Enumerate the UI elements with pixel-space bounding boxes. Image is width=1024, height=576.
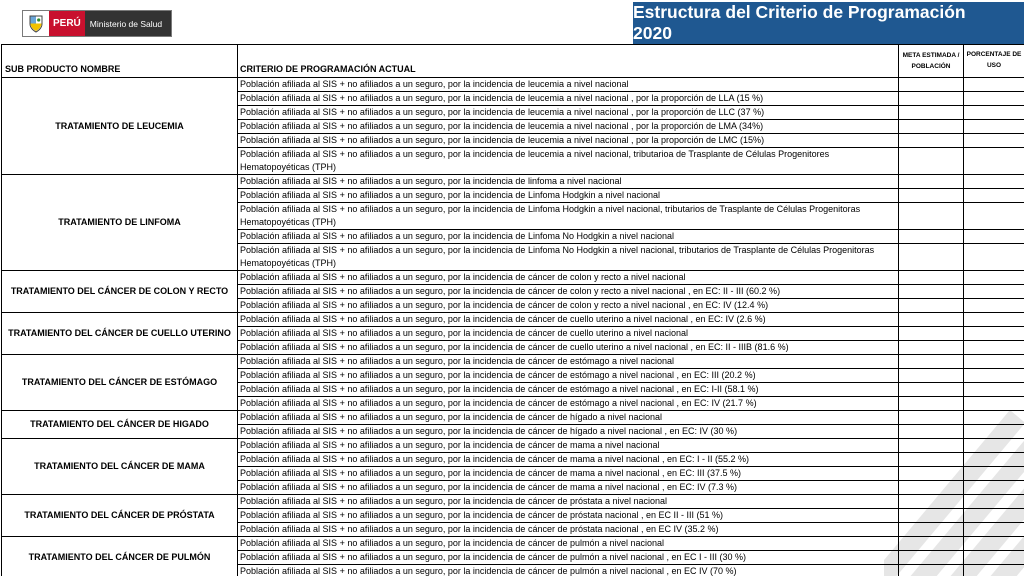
page-title: Estructura del Criterio de Programación 2020 bbox=[633, 2, 1024, 43]
porcentaje-cell bbox=[964, 299, 1024, 313]
criterio-cell: Población afiliada al SIS + no afiliados a un seguro, por la incidencia de cáncer de colon y recto a nivel nacional , en EC: II - III (60.2 %) bbox=[238, 285, 899, 299]
porcentaje-cell bbox=[964, 397, 1024, 411]
meta-cell bbox=[899, 78, 964, 92]
sub-producto-cell: TRATAMIENTO DEL CÁNCER DE COLON Y RECTO bbox=[2, 271, 238, 313]
porcentaje-cell bbox=[964, 92, 1024, 106]
meta-cell bbox=[899, 397, 964, 411]
table-body bbox=[2, 78, 1024, 576]
porcentaje-cell bbox=[964, 509, 1024, 523]
meta-cell bbox=[899, 481, 964, 495]
porcentaje-cell bbox=[964, 537, 1024, 551]
criterio-cell: Población afiliada al SIS + no afiliados a un seguro, por la incidencia de leucemia a nivel nacional , por la proporción de LMC (15%) bbox=[238, 134, 899, 148]
criterio-cell: Población afiliada al SIS + no afiliados a un seguro, por la incidencia de leucemia a nivel nacional , por la proporción de LLA (15 %) bbox=[238, 92, 899, 106]
criterio-cell: Población afiliada al SIS + no afiliados a un seguro, por la incidencia de cáncer de cuello uterino a nivel nacional , en EC: II - IIIB (81.6 %) bbox=[238, 341, 899, 355]
criterio-cell: Población afiliada al SIS + no afiliados a un seguro, por la incidencia de cáncer de estómago a nivel nacional , en EC: III (20.2 %) bbox=[238, 369, 899, 383]
meta-cell bbox=[899, 92, 964, 106]
meta-cell bbox=[899, 523, 964, 537]
porcentaje-cell bbox=[964, 203, 1024, 230]
porcentaje-cell bbox=[964, 148, 1024, 175]
criterio-cell: Población afiliada al SIS + no afiliados a un seguro, por la incidencia de linfoma a nivel nacional bbox=[238, 175, 899, 189]
criterio-cell: Población afiliada al SIS + no afiliados a un seguro, por la incidencia de cáncer de hígado a nivel nacional , en EC: IV (30 %) bbox=[238, 425, 899, 439]
porcentaje-cell bbox=[964, 134, 1024, 148]
criterio-cell: Población afiliada al SIS + no afiliados a un seguro, por la incidencia de leucemia a nivel nacional bbox=[238, 78, 899, 92]
table-header-row bbox=[2, 45, 1024, 78]
meta-cell bbox=[899, 271, 964, 285]
criterio-cell: Población afiliada al SIS + no afiliados a un seguro, por la incidencia de cáncer de pulmón a nivel nacional bbox=[238, 537, 899, 551]
porcentaje-cell bbox=[964, 230, 1024, 244]
criterio-cell: Población afiliada al SIS + no afiliados a un seguro, por la incidencia de cáncer de hígado a nivel nacional bbox=[238, 411, 899, 425]
coat-of-arms-icon bbox=[23, 11, 49, 36]
column-header-porcentaje: PORCENTAJE DE USO bbox=[964, 45, 1024, 78]
porcentaje-cell bbox=[964, 244, 1024, 271]
meta-cell bbox=[899, 467, 964, 481]
meta-cell bbox=[899, 106, 964, 120]
table-row bbox=[2, 439, 1024, 453]
criterio-cell: Población afiliada al SIS + no afiliados a un seguro, por la incidencia de cáncer de estómago a nivel nacional , en EC: IV (21.7 %) bbox=[238, 397, 899, 411]
criterio-cell: Población afiliada al SIS + no afiliados a un seguro, por la incidencia de cáncer de próstata nacional , en EC II - III (51 %) bbox=[238, 509, 899, 523]
criterio-cell: Población afiliada al SIS + no afiliados a un seguro, por la incidencia de cáncer de mama a nivel nacional , en EC: I - II (55.2 %) bbox=[238, 453, 899, 467]
sub-producto-cell: TRATAMIENTO DEL CÁNCER DE PULMÓN bbox=[2, 537, 238, 576]
meta-cell bbox=[899, 285, 964, 299]
criterio-cell: Población afiliada al SIS + no afiliados a un seguro, por la incidencia de cáncer de mama a nivel nacional , en EC: III (37.5 %) bbox=[238, 467, 899, 481]
meta-cell bbox=[899, 509, 964, 523]
criterio-cell: Población afiliada al SIS + no afiliados a un seguro, por la incidencia de Linfoma No Hodgkin a nivel nacional bbox=[238, 230, 899, 244]
meta-cell bbox=[899, 453, 964, 467]
criterio-cell: Población afiliada al SIS + no afiliados a un seguro, por la incidencia de cáncer de cuello uterino a nivel nacional , en EC: IV (2.6 %) bbox=[238, 313, 899, 327]
criterio-cell: Población afiliada al SIS + no afiliados a un seguro, por la incidencia de cáncer de próstata a nivel nacional bbox=[238, 495, 899, 509]
meta-cell bbox=[899, 425, 964, 439]
meta-cell bbox=[899, 313, 964, 327]
column-header-sub-producto: SUB PRODUCTO NOMBRE bbox=[2, 45, 238, 78]
criterio-cell: Población afiliada al SIS + no afiliados a un seguro, por la incidencia de Linfoma No Hodgkin a nivel nacional, tributarios de Trasplante de Células Progenitoras Hematopoyéticas (TPH) bbox=[238, 244, 899, 271]
column-header-criterio: CRITERIO DE PROGRAMACIÓN ACTUAL bbox=[238, 45, 899, 78]
porcentaje-cell bbox=[964, 439, 1024, 453]
meta-cell bbox=[899, 244, 964, 271]
porcentaje-cell bbox=[964, 411, 1024, 425]
porcentaje-cell bbox=[964, 271, 1024, 285]
criterio-cell: Población afiliada al SIS + no afiliados a un seguro, por la incidencia de Linfoma Hodgkin a nivel nacional, tributarios de Trasplante de Células Progenitoras Hematopoyéticas (TPH) bbox=[238, 203, 899, 230]
criterio-cell: Población afiliada al SIS + no afiliados a un seguro, por la incidencia de cáncer de estómago a nivel nacional , en EC: I-II (58.1 %) bbox=[238, 383, 899, 397]
porcentaje-cell bbox=[964, 327, 1024, 341]
porcentaje-cell bbox=[964, 453, 1024, 467]
criterio-cell: Población afiliada al SIS + no afiliados a un seguro, por la incidencia de cáncer de próstata nacional , en EC IV (35.2 %) bbox=[238, 523, 899, 537]
sub-producto-cell: TRATAMIENTO DE LEUCEMIA bbox=[2, 78, 238, 175]
meta-cell bbox=[899, 230, 964, 244]
table-row bbox=[2, 495, 1024, 509]
criteria-table bbox=[1, 44, 1024, 576]
meta-cell bbox=[899, 495, 964, 509]
table-row bbox=[2, 411, 1024, 425]
meta-cell bbox=[899, 120, 964, 134]
porcentaje-cell bbox=[964, 341, 1024, 355]
meta-cell bbox=[899, 439, 964, 453]
porcentaje-cell bbox=[964, 369, 1024, 383]
criterio-cell: Población afiliada al SIS + no afiliados a un seguro, por la incidencia de cáncer de estómago a nivel nacional bbox=[238, 355, 899, 369]
criterio-cell: Población afiliada al SIS + no afiliados a un seguro, por la incidencia de cáncer de colon y recto a nivel nacional , en EC: IV (12.4 %) bbox=[238, 299, 899, 313]
meta-cell bbox=[899, 383, 964, 397]
meta-cell bbox=[899, 537, 964, 551]
porcentaje-cell bbox=[964, 425, 1024, 439]
table-row bbox=[2, 537, 1024, 551]
meta-cell bbox=[899, 355, 964, 369]
peru-label: PERÚ bbox=[49, 11, 85, 36]
meta-cell bbox=[899, 203, 964, 230]
porcentaje-cell bbox=[964, 551, 1024, 565]
criterio-cell: Población afiliada al SIS + no afiliados a un seguro, por la incidencia de cáncer de pulmón a nivel nacional , en EC IV (70 %) bbox=[238, 565, 899, 576]
criterio-cell: Población afiliada al SIS + no afiliados a un seguro, por la incidencia de cáncer de cuello uterino a nivel nacional bbox=[238, 327, 899, 341]
porcentaje-cell bbox=[964, 481, 1024, 495]
table-row bbox=[2, 355, 1024, 369]
porcentaje-cell bbox=[964, 495, 1024, 509]
meta-cell bbox=[899, 189, 964, 203]
porcentaje-cell bbox=[964, 383, 1024, 397]
porcentaje-cell bbox=[964, 175, 1024, 189]
criterio-cell: Población afiliada al SIS + no afiliados a un seguro, por la incidencia de leucemia a nivel nacional , por la proporción de LLC (37 %) bbox=[238, 106, 899, 120]
porcentaje-cell bbox=[964, 106, 1024, 120]
criterio-cell: Población afiliada al SIS + no afiliados a un seguro, por la incidencia de leucemia a nivel nacional , por la proporción de LMA (34%) bbox=[238, 120, 899, 134]
porcentaje-cell bbox=[964, 78, 1024, 92]
criterio-cell: Población afiliada al SIS + no afiliados a un seguro, por la incidencia de cáncer de mama a nivel nacional , en EC: IV (7.3 %) bbox=[238, 481, 899, 495]
table-row bbox=[2, 271, 1024, 285]
porcentaje-cell bbox=[964, 189, 1024, 203]
meta-cell bbox=[899, 551, 964, 565]
meta-cell bbox=[899, 299, 964, 313]
meta-cell bbox=[899, 411, 964, 425]
column-header-meta: META ESTIMADA / POBLACIÓN bbox=[899, 45, 964, 78]
meta-cell bbox=[899, 134, 964, 148]
meta-cell bbox=[899, 148, 964, 175]
porcentaje-cell bbox=[964, 565, 1024, 576]
sub-producto-cell: TRATAMIENTO DEL CÁNCER DE HIGADO bbox=[2, 411, 238, 439]
criterio-cell: Población afiliada al SIS + no afiliados a un seguro, por la incidencia de Linfoma Hodgkin a nivel nacional bbox=[238, 189, 899, 203]
table-row bbox=[2, 313, 1024, 327]
criterio-cell: Población afiliada al SIS + no afiliados a un seguro, por la incidencia de cáncer de colon y recto a nivel nacional bbox=[238, 271, 899, 285]
porcentaje-cell bbox=[964, 285, 1024, 299]
meta-cell bbox=[899, 565, 964, 576]
meta-cell bbox=[899, 175, 964, 189]
sub-producto-cell: TRATAMIENTO DEL CÁNCER DE MAMA bbox=[2, 439, 238, 495]
criterio-cell: Población afiliada al SIS + no afiliados a un seguro, por la incidencia de cáncer de mama a nivel nacional bbox=[238, 439, 899, 453]
porcentaje-cell bbox=[964, 467, 1024, 481]
meta-cell bbox=[899, 327, 964, 341]
criterio-cell: Población afiliada al SIS + no afiliados a un seguro, por la incidencia de leucemia a nivel nacional, tributarioa de Trasplante de Células Progenitores Hematopoyéticas (TPH) bbox=[238, 148, 899, 175]
meta-cell bbox=[899, 369, 964, 383]
minsa-logo bbox=[22, 10, 172, 37]
criterio-cell: Población afiliada al SIS + no afiliados a un seguro, por la incidencia de cáncer de pulmón a nivel nacional , en EC I - III (30 %) bbox=[238, 551, 899, 565]
porcentaje-cell bbox=[964, 355, 1024, 369]
table-row bbox=[2, 78, 1024, 92]
sub-producto-cell: TRATAMIENTO DE LINFOMA bbox=[2, 175, 238, 271]
meta-cell bbox=[899, 341, 964, 355]
sub-producto-cell: TRATAMIENTO DEL CÁNCER DE PRÓSTATA bbox=[2, 495, 238, 537]
ministry-label: Ministerio de Salud bbox=[85, 11, 171, 36]
porcentaje-cell bbox=[964, 313, 1024, 327]
porcentaje-cell bbox=[964, 523, 1024, 537]
porcentaje-cell bbox=[964, 120, 1024, 134]
sub-producto-cell: TRATAMIENTO DEL CÁNCER DE ESTÓMAGO bbox=[2, 355, 238, 411]
table-row bbox=[2, 175, 1024, 189]
sub-producto-cell: TRATAMIENTO DEL CÁNCER DE CUELLO UTERINO bbox=[2, 313, 238, 355]
